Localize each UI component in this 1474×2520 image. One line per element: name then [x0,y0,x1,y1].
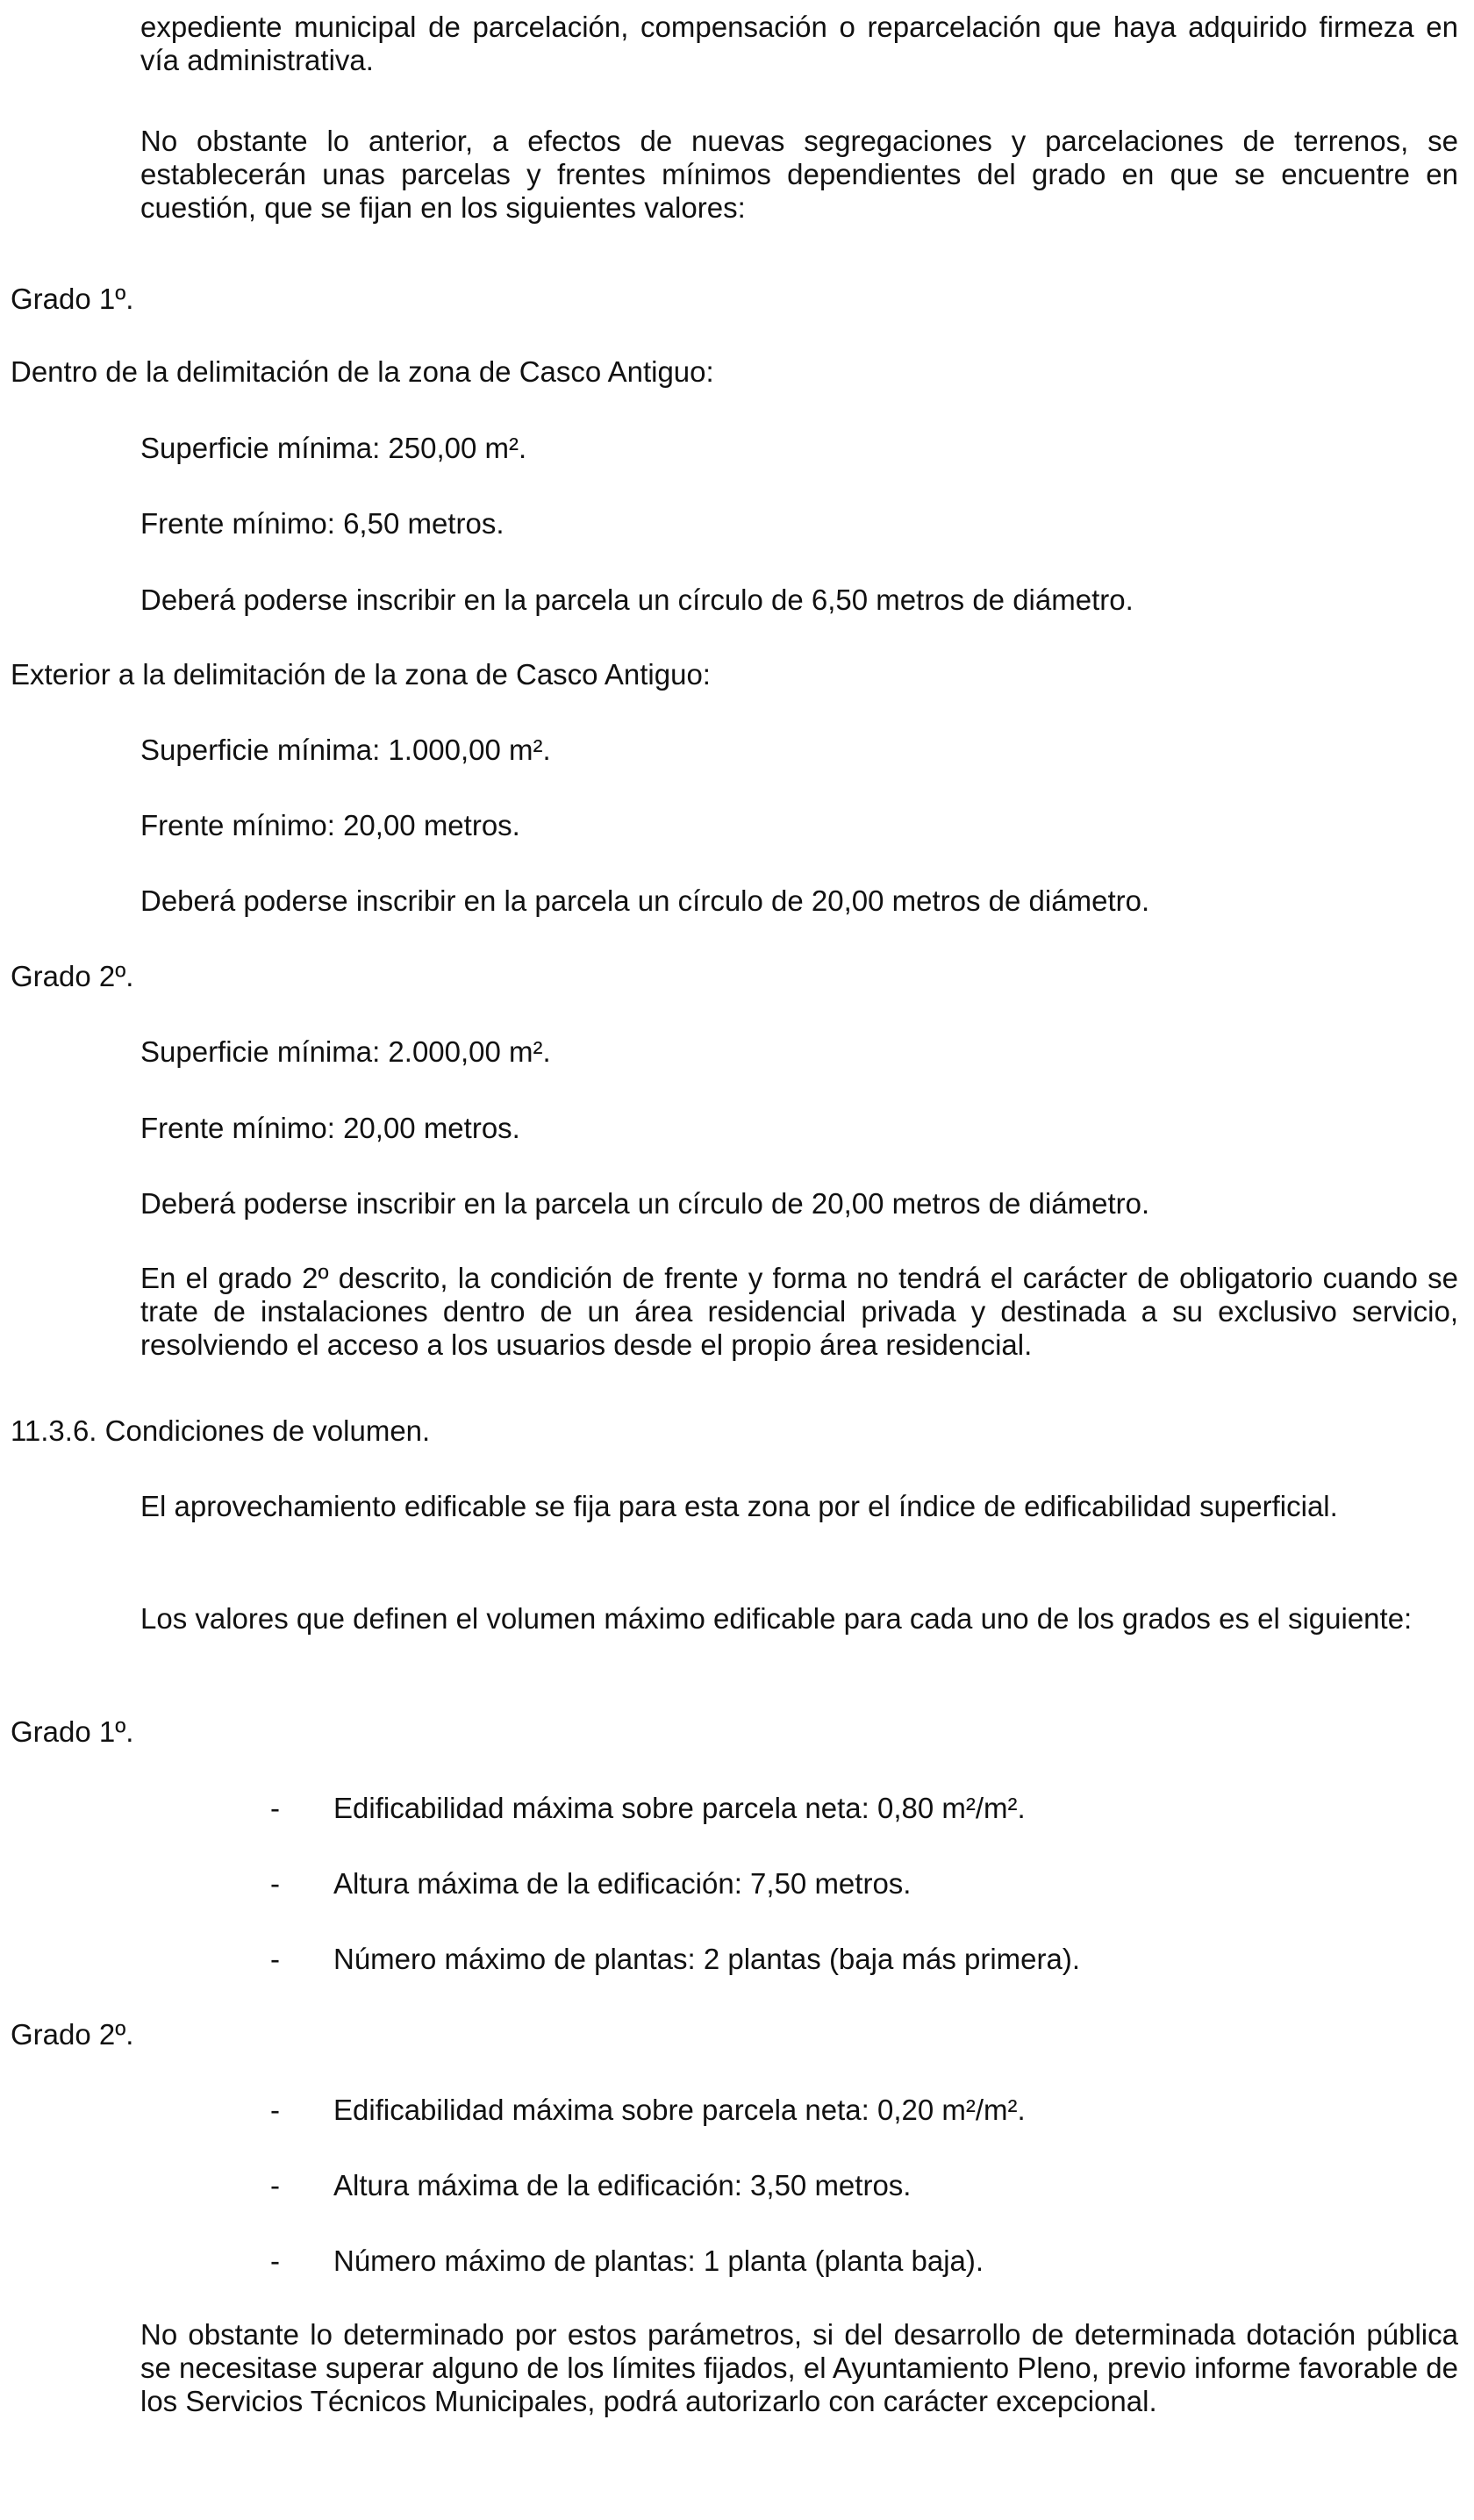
paragraph: Frente mínimo: 20,00 metros. [140,809,520,841]
paragraph: En el grado 2º descrito, la condición de frente y forma no tendrá el carácter de obligatorio cuando se trate de instalaciones dentro de un área residencial privada y destinada a su exclusivo servicio, resolviendo el acceso a los usuarios desde el propio área residencial. [140,1262,1458,1361]
paragraph: Dentro de la delimitación de la zona de Casco Antiguo: [11,355,714,388]
list-item: Altura máxima de la edificación: 7,50 metros. [333,1867,912,1900]
list-bullet: - [270,2169,280,2201]
heading-grado-1: Grado 1º. [11,1715,134,1748]
paragraph: Los valores que definen el volumen máximo edificable para cada uno de los grados es el siguiente: [140,1602,1413,1635]
paragraph: Deberá poderse inscribir en la parcela un círculo de 20,00 metros de diámetro. [140,884,1150,917]
paragraph: Superficie mínima: 250,00 m². [140,432,527,464]
list-item: Altura máxima de la edificación: 3,50 metros. [333,2169,912,2201]
paragraph: El aprovechamiento edificable se fija para esta zona por el índice de edificabilidad superficial. [140,1490,1338,1522]
paragraph: No obstante lo determinado por estos parámetros, si del desarrollo de determinada dotación pública se necesitase superar alguno de los límites fijados, el Ayuntamiento Pleno, previo informe favorable de los Servicios Técnicos Municipales, podrá autorizarlo con carácter excepcional. [140,2318,1458,2417]
heading-grado-2: Grado 2º. [11,960,134,992]
paragraph: Superficie mínima: 1.000,00 m². [140,734,551,766]
list-item: Edificabilidad máxima sobre parcela neta: 0,20 m²/m². [333,2094,1026,2126]
paragraph: Frente mínimo: 6,50 metros. [140,507,504,540]
paragraph: Deberá poderse inscribir en la parcela un círculo de 6,50 metros de diámetro. [140,583,1134,616]
list-item: Número máximo de plantas: 2 plantas (baja más primera). [333,1943,1081,1975]
paragraph: expediente municipal de parcelación, compensación o reparcelación que haya adquirido firmeza en vía administrativa. [140,11,1458,76]
paragraph: Frente mínimo: 20,00 metros. [140,1112,520,1144]
heading-grado-2: Grado 2º. [11,2018,134,2051]
list-item: Número máximo de plantas: 1 planta (planta baja). [333,2244,984,2277]
list-bullet: - [270,1867,280,1900]
list-item: Edificabilidad máxima sobre parcela neta: 0,80 m²/m². [333,1792,1026,1824]
paragraph: Deberá poderse inscribir en la parcela un círculo de 20,00 metros de diámetro. [140,1187,1150,1220]
section-heading: 11.3.6. Condiciones de volumen. [11,1414,431,1447]
paragraph: No obstante lo anterior, a efectos de nuevas segregaciones y parcelaciones de terrenos, se establecerán unas parcelas y frentes mínimos dependientes del grado en que se encuentre en cuestión, que se fijan en los siguientes valores: [140,125,1458,224]
list-bullet: - [270,2094,280,2126]
paragraph: Superficie mínima: 2.000,00 m². [140,1035,551,1068]
list-bullet: - [270,1792,280,1824]
list-bullet: - [270,2244,280,2277]
paragraph: Exterior a la delimitación de la zona de Casco Antiguo: [11,658,711,691]
heading-grado-1: Grado 1º. [11,283,134,315]
list-bullet: - [270,1943,280,1975]
